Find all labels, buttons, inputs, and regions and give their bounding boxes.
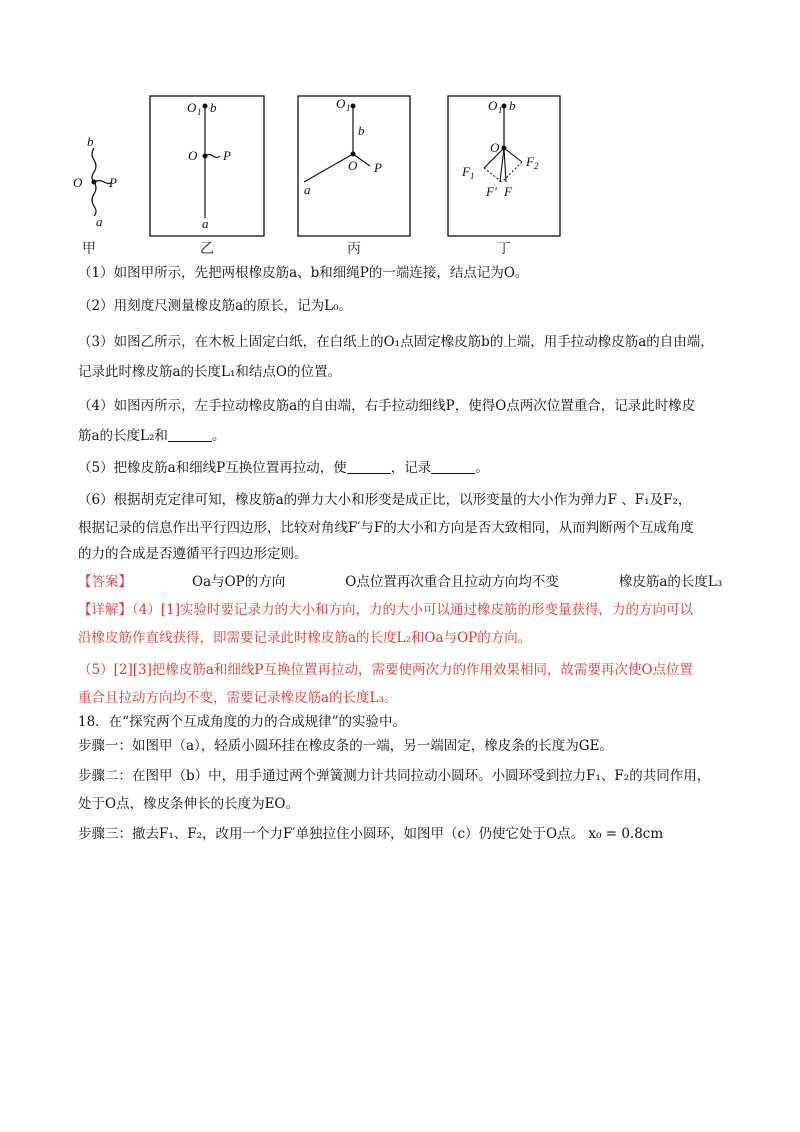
blank-1 — [168, 427, 212, 442]
yi-label-O1: O — [187, 100, 197, 115]
figure-bing — [298, 96, 410, 257]
jia-label-a: a — [96, 214, 103, 229]
step-6-line3: 的力的合成是否遵循平行四边形定则。 — [78, 546, 308, 562]
detail-line4: 重合且拉动方向均不变，需要记录橡皮筋a的长度L₃。 — [78, 690, 398, 706]
figure-label-ding: 丁 — [497, 241, 511, 257]
step-4-line2 — [78, 426, 225, 446]
jia-label-b: b — [87, 134, 94, 149]
answer-2: O点位置再次重合且拉动方向均不变 — [345, 574, 559, 590]
yi-label-a: a — [202, 216, 209, 231]
question-18-title: 18．在“探究两个互成角度的力的合成规律”的实验中。 — [78, 714, 406, 730]
bing-label-O: O — [348, 158, 358, 173]
step-5-text: （5）把橡皮筋a和细线P互换位置再拉动，使 — [78, 460, 347, 476]
figure-label-bing: 丙 — [347, 241, 361, 257]
question-18-step2-line2: 处于O点，橡皮条伸长的长度为EO。 — [78, 796, 299, 812]
figure-strip — [60, 90, 740, 260]
ding-label-O: O — [490, 140, 500, 155]
step-2: （2）用刻度尺测量橡皮筋a的原长，记为L₀。 — [78, 298, 353, 314]
bing-label-b: b — [358, 123, 365, 138]
detail-line1 — [78, 600, 693, 620]
detail-1a: （4）[1]实验时要记录力的大小和方向，力的大小可以通过橡皮筋的形变量获得，力的方向可以 — [132, 602, 693, 618]
jia-label-P: P — [109, 175, 117, 190]
step-1: （1）如图甲所示，先把两根橡皮筋a、b和细绳P的一端连接，结点记为O。 — [78, 265, 529, 281]
ding-label-F1: F — [462, 164, 470, 179]
step-3-line2: 记录此时橡皮筋a的长度L₁和结点O的位置。 — [78, 364, 341, 380]
answer-3: 橡皮筋a的长度L₃ — [618, 574, 723, 590]
yi-label-b: b — [210, 100, 217, 115]
yi-label-O1-sub: 1 — [197, 107, 202, 117]
step-4-end: 。 — [211, 428, 226, 444]
detail-tag: 【详解】 — [78, 602, 132, 618]
ding-label-O1: O — [488, 98, 498, 113]
ding-label-F1-sub: 1 — [470, 171, 475, 181]
figure-ding — [448, 96, 560, 257]
ding-label-F2: F — [526, 154, 534, 169]
step-6-line2: 根据记录的信息作出平行四边形，比较对角线F′与F的大小和方向是否大致相同，从而判断两个互成角度 — [78, 520, 694, 536]
step-4-line1: （4）如图丙所示，左手拉动橡皮筋a的自由端，右手拉动细线P，使得O点两次位置重合，记录此时橡皮 — [78, 398, 696, 414]
figure-jia — [73, 134, 117, 257]
detail-line2: 沿橡皮筋作直线获得，即需要记录此时橡皮筋a的长度L₂和Oa与OP的方向。 — [78, 630, 532, 646]
figure-label-yi: 乙 — [200, 241, 214, 257]
question-18-step1: 步骤一：如图甲（a），轻质小圆环挂在橡皮条的一端，另一端固定，橡皮条的长度为GE。 — [78, 738, 613, 754]
yi-label-O: O — [188, 148, 198, 163]
step-5-end: 。 — [475, 460, 489, 476]
step-6-line1: （6）根据胡克定律可知，橡皮筋a的弹力大小和形变是成正比，以形变量的大小作为弹力F 、F₁及F₂， — [78, 492, 692, 508]
step-5-mid: ，记录 — [390, 460, 432, 476]
bing-label-O1-sub: 1 — [346, 103, 351, 113]
figure-label-jia: 甲 — [82, 241, 96, 257]
answer-tag: 【答案】 — [78, 574, 132, 590]
jia-label-O: O — [73, 175, 83, 190]
blank-3 — [431, 459, 475, 474]
ding-label-F: F — [504, 184, 512, 199]
ding-label-O1-sub: 1 — [498, 105, 503, 115]
step-3-line1: （3）如图乙所示，在木板上固定白纸，在白纸上的O₁点固定橡皮筋b的上端，用手拉动橡皮筋a的自由端， — [78, 334, 714, 350]
ding-label-F2-sub: 2 — [534, 161, 539, 171]
experiment-figures — [60, 90, 740, 260]
bing-label-a: a — [304, 182, 311, 197]
answer-1: Oa与OP的方向 — [192, 574, 286, 590]
answer-line — [78, 572, 722, 592]
blank-2 — [347, 459, 391, 474]
step-4-text: 筋a的长度L₂和 — [78, 428, 168, 444]
bing-label-O1: O — [336, 96, 346, 111]
yi-label-P: P — [223, 148, 231, 163]
ding-label-Fprime: F′ — [486, 184, 497, 199]
figure-yi — [150, 96, 264, 257]
detail-line3: （5）[2][3]把橡皮筋a和细线P互换位置再拉动，需要使两次力的作用效果相同，故需要再次使O点位置 — [78, 662, 694, 678]
bing-label-P: P — [374, 160, 382, 175]
question-18-step3: 步骤三：撤去F₁、F₂，改用一个力F′单独拉住小圆环，如图甲（c）仍使它处于O点。 x₀ = 0.8cm — [78, 826, 664, 842]
ding-label-b: b — [509, 98, 516, 113]
step-5 — [78, 458, 489, 478]
question-18-step2-line1: 步骤二：在图甲（b）中，用手通过两个弹簧测力计共同拉动小圆环。小圆环受到拉力F₁、F₂的共同作用， — [78, 768, 711, 784]
